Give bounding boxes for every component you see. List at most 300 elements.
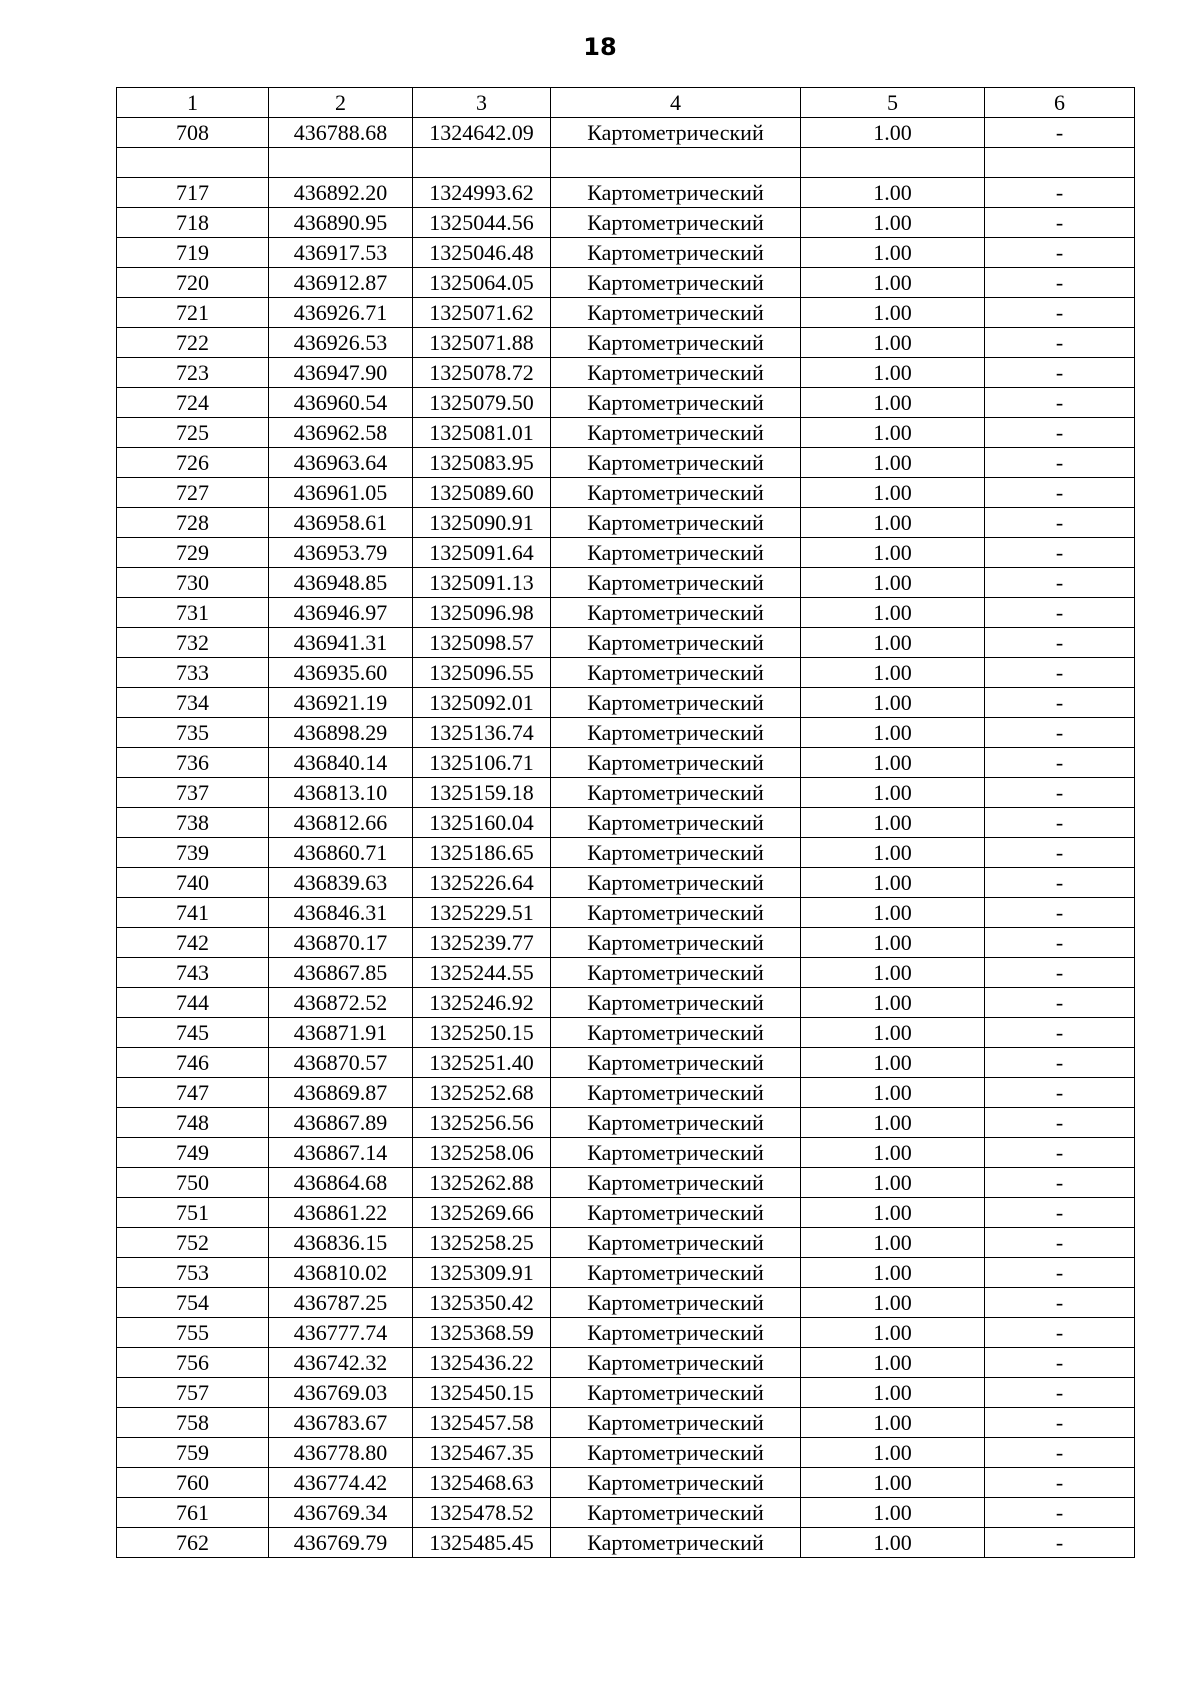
point-number-cell: 720 [117,268,269,298]
y-coordinate-cell: 1324993.62 [413,178,551,208]
table-row [117,508,1135,538]
accuracy-cell: 1.00 [801,808,985,838]
x-coordinate-cell: 436839.63 [269,868,413,898]
table-body [117,118,1135,1558]
point-number-cell: 760 [117,1468,269,1498]
table-row [117,1438,1135,1468]
method-cell: Картометрический [551,808,801,838]
method-cell: Картометрический [551,1348,801,1378]
accuracy-cell: 1.00 [801,1498,985,1528]
note-cell: - [985,418,1135,448]
x-coordinate-cell: 436812.66 [269,808,413,838]
point-number-cell: 752 [117,1228,269,1258]
x-coordinate-cell: 436941.31 [269,628,413,658]
table-row [117,718,1135,748]
method-cell: Картометрический [551,898,801,928]
point-number-cell: 745 [117,1018,269,1048]
table-row [117,598,1135,628]
table-row [117,988,1135,1018]
accuracy-cell: 1.00 [801,1348,985,1378]
table-row [117,1228,1135,1258]
accuracy-cell: 1.00 [801,1138,985,1168]
point-number-cell: 738 [117,808,269,838]
y-coordinate-cell: 1325079.50 [413,388,551,418]
accuracy-cell: 1.00 [801,208,985,238]
column-header: 2 [269,88,413,118]
point-number-cell: 742 [117,928,269,958]
y-coordinate-cell: 1325269.66 [413,1198,551,1228]
method-cell: Картометрический [551,1168,801,1198]
x-coordinate-cell: 436783.67 [269,1408,413,1438]
accuracy-cell: 1.00 [801,1048,985,1078]
table-row [117,1198,1135,1228]
table-row [117,1468,1135,1498]
x-coordinate-cell: 436869.87 [269,1078,413,1108]
point-number-cell: 749 [117,1138,269,1168]
y-coordinate-cell: 1325096.55 [413,658,551,688]
x-coordinate-cell: 436769.03 [269,1378,413,1408]
note-cell: - [985,1288,1135,1318]
y-coordinate-cell: 1325078.72 [413,358,551,388]
point-number-cell: 733 [117,658,269,688]
y-coordinate-cell: 1325485.45 [413,1528,551,1558]
note-cell: - [985,598,1135,628]
point-number-cell: 751 [117,1198,269,1228]
note-cell: - [985,628,1135,658]
table-row [117,178,1135,208]
y-coordinate-cell: 1325251.40 [413,1048,551,1078]
y-coordinate-cell: 1325160.04 [413,808,551,838]
y-coordinate-cell: 1325250.15 [413,1018,551,1048]
y-coordinate-cell: 1325046.48 [413,238,551,268]
y-coordinate-cell: 1325044.56 [413,208,551,238]
accuracy-cell: 1.00 [801,298,985,328]
note-cell: - [985,478,1135,508]
y-coordinate-cell: 1325258.25 [413,1228,551,1258]
point-number-cell: 736 [117,748,269,778]
table-row [117,1378,1135,1408]
method-cell: Картометрический [551,208,801,238]
method-cell: Картометрический [551,448,801,478]
table-row [117,688,1135,718]
note-cell: - [985,448,1135,478]
x-coordinate-cell: 436774.42 [269,1468,413,1498]
x-coordinate-cell: 436813.10 [269,778,413,808]
note-cell: - [985,1258,1135,1288]
table-row [117,1528,1135,1558]
accuracy-cell: 1.00 [801,688,985,718]
method-cell: Картометрический [551,958,801,988]
note-cell: - [985,568,1135,598]
y-coordinate-cell: 1325368.59 [413,1318,551,1348]
x-coordinate-cell [269,148,413,178]
y-coordinate-cell: 1325136.74 [413,718,551,748]
accuracy-cell: 1.00 [801,1438,985,1468]
table-row [117,958,1135,988]
accuracy-cell: 1.00 [801,268,985,298]
point-number-cell: 755 [117,1318,269,1348]
accuracy-cell: 1.00 [801,478,985,508]
column-header: 5 [801,88,985,118]
point-number-cell: 708 [117,118,269,148]
method-cell: Картометрический [551,928,801,958]
accuracy-cell: 1.00 [801,1078,985,1108]
note-cell: - [985,658,1135,688]
x-coordinate-cell: 436870.57 [269,1048,413,1078]
table-row [117,808,1135,838]
x-coordinate-cell: 436921.19 [269,688,413,718]
accuracy-cell: 1.00 [801,658,985,688]
note-cell: - [985,1138,1135,1168]
method-cell: Картометрический [551,1288,801,1318]
method-cell: Картометрический [551,1228,801,1258]
note-cell: - [985,898,1135,928]
accuracy-cell: 1.00 [801,1228,985,1258]
point-number-cell: 725 [117,418,269,448]
method-cell: Картометрический [551,268,801,298]
method-cell: Картометрический [551,748,801,778]
note-cell [985,148,1135,178]
x-coordinate-cell: 436840.14 [269,748,413,778]
note-cell: - [985,808,1135,838]
method-cell: Картометрический [551,688,801,718]
y-coordinate-cell: 1325258.06 [413,1138,551,1168]
table-row [117,898,1135,928]
method-cell: Картометрический [551,718,801,748]
accuracy-cell: 1.00 [801,1528,985,1558]
accuracy-cell: 1.00 [801,1408,985,1438]
method-cell: Картометрический [551,658,801,688]
y-coordinate-cell: 1325092.01 [413,688,551,718]
x-coordinate-cell: 436788.68 [269,118,413,148]
accuracy-cell: 1.00 [801,508,985,538]
point-number-cell: 744 [117,988,269,1018]
accuracy-cell: 1.00 [801,1468,985,1498]
accuracy-cell: 1.00 [801,1378,985,1408]
accuracy-cell: 1.00 [801,928,985,958]
accuracy-cell: 1.00 [801,838,985,868]
y-coordinate-cell: 1325350.42 [413,1288,551,1318]
note-cell: - [985,358,1135,388]
table-row [117,568,1135,598]
x-coordinate-cell: 436867.14 [269,1138,413,1168]
point-number-cell: 741 [117,898,269,928]
point-number-cell: 757 [117,1378,269,1408]
y-coordinate-cell: 1325106.71 [413,748,551,778]
x-coordinate-cell: 436742.32 [269,1348,413,1378]
note-cell: - [985,118,1135,148]
note-cell: - [985,1378,1135,1408]
y-coordinate-cell: 1325071.62 [413,298,551,328]
point-number-cell: 722 [117,328,269,358]
point-number-cell: 734 [117,688,269,718]
table-row [117,118,1135,148]
y-coordinate-cell: 1325159.18 [413,778,551,808]
table-row [117,1318,1135,1348]
x-coordinate-cell: 436777.74 [269,1318,413,1348]
point-number-cell: 754 [117,1288,269,1318]
table-row [117,1108,1135,1138]
note-cell: - [985,178,1135,208]
table-row [117,1168,1135,1198]
x-coordinate-cell: 436898.29 [269,718,413,748]
y-coordinate-cell: 1325467.35 [413,1438,551,1468]
point-number-cell: 746 [117,1048,269,1078]
table-row [117,238,1135,268]
note-cell: - [985,718,1135,748]
table-row [117,1408,1135,1438]
table-row [117,658,1135,688]
note-cell: - [985,988,1135,1018]
y-coordinate-cell: 1325262.88 [413,1168,551,1198]
column-header: 6 [985,88,1135,118]
x-coordinate-cell: 436787.25 [269,1288,413,1318]
note-cell: - [985,268,1135,298]
accuracy-cell: 1.00 [801,118,985,148]
method-cell: Картометрический [551,1438,801,1468]
x-coordinate-cell: 436778.80 [269,1438,413,1468]
point-number-cell: 735 [117,718,269,748]
point-number-cell: 748 [117,1108,269,1138]
accuracy-cell: 1.00 [801,1318,985,1348]
method-cell: Картометрический [551,1258,801,1288]
note-cell: - [985,328,1135,358]
x-coordinate-cell: 436926.53 [269,328,413,358]
x-coordinate-cell: 436963.64 [269,448,413,478]
table-row [117,1288,1135,1318]
point-number-cell: 729 [117,538,269,568]
table-row [117,1018,1135,1048]
table-row [117,1048,1135,1078]
x-coordinate-cell: 436962.58 [269,418,413,448]
y-coordinate-cell: 1325436.22 [413,1348,551,1378]
point-number-cell: 743 [117,958,269,988]
point-number-cell: 761 [117,1498,269,1528]
x-coordinate-cell: 436948.85 [269,568,413,598]
note-cell: - [985,1408,1135,1438]
x-coordinate-cell: 436890.95 [269,208,413,238]
y-coordinate-cell: 1325098.57 [413,628,551,658]
x-coordinate-cell: 436935.60 [269,658,413,688]
y-coordinate-cell: 1325096.98 [413,598,551,628]
method-cell: Картометрический [551,1318,801,1348]
table-row [117,448,1135,478]
y-coordinate-cell: 1325081.01 [413,418,551,448]
x-coordinate-cell: 436872.52 [269,988,413,1018]
y-coordinate-cell: 1325071.88 [413,328,551,358]
method-cell [551,148,801,178]
point-number-cell: 717 [117,178,269,208]
table-row [117,298,1135,328]
accuracy-cell: 1.00 [801,748,985,778]
point-number-cell: 739 [117,838,269,868]
method-cell: Картометрический [551,1498,801,1528]
table-row [117,868,1135,898]
point-number-cell: 731 [117,598,269,628]
accuracy-cell: 1.00 [801,538,985,568]
note-cell: - [985,1348,1135,1378]
table-row [117,1138,1135,1168]
x-coordinate-cell: 436917.53 [269,238,413,268]
accuracy-cell: 1.00 [801,388,985,418]
column-header: 3 [413,88,551,118]
y-coordinate-cell: 1325244.55 [413,958,551,988]
note-cell: - [985,208,1135,238]
accuracy-cell: 1.00 [801,178,985,208]
y-coordinate-cell: 1325226.64 [413,868,551,898]
method-cell: Картометрический [551,778,801,808]
accuracy-cell: 1.00 [801,328,985,358]
table-row [117,208,1135,238]
method-cell: Картометрический [551,868,801,898]
x-coordinate-cell: 436769.34 [269,1498,413,1528]
x-coordinate-cell: 436892.20 [269,178,413,208]
x-coordinate-cell: 436769.79 [269,1528,413,1558]
note-cell: - [985,838,1135,868]
point-number-cell: 730 [117,568,269,598]
note-cell: - [985,298,1135,328]
point-number-cell: 732 [117,628,269,658]
note-cell: - [985,1438,1135,1468]
method-cell: Картометрический [551,1468,801,1498]
table-row [117,538,1135,568]
method-cell: Картометрический [551,118,801,148]
method-cell: Картометрический [551,598,801,628]
note-cell: - [985,868,1135,898]
x-coordinate-cell: 436953.79 [269,538,413,568]
point-number-cell: 747 [117,1078,269,1108]
y-coordinate-cell: 1325468.63 [413,1468,551,1498]
method-cell: Картометрический [551,568,801,598]
column-header: 1 [117,88,269,118]
note-cell: - [985,1468,1135,1498]
point-number-cell: 723 [117,358,269,388]
method-cell: Картометрический [551,1198,801,1228]
table-row [117,748,1135,778]
note-cell: - [985,538,1135,568]
y-coordinate-cell: 1325229.51 [413,898,551,928]
accuracy-cell: 1.00 [801,628,985,658]
table-row [117,478,1135,508]
note-cell: - [985,688,1135,718]
table-row [117,358,1135,388]
table-row [117,418,1135,448]
x-coordinate-cell: 436961.05 [269,478,413,508]
x-coordinate-cell: 436946.97 [269,598,413,628]
x-coordinate-cell: 436867.85 [269,958,413,988]
table-row [117,1348,1135,1378]
accuracy-cell: 1.00 [801,1168,985,1198]
point-number-cell: 726 [117,448,269,478]
accuracy-cell: 1.00 [801,238,985,268]
y-coordinate-cell: 1325090.91 [413,508,551,538]
accuracy-cell: 1.00 [801,718,985,748]
point-number-cell: 753 [117,1258,269,1288]
y-coordinate-cell: 1325309.91 [413,1258,551,1288]
method-cell: Картометрический [551,1048,801,1078]
table-row [117,1498,1135,1528]
accuracy-cell: 1.00 [801,958,985,988]
point-number-cell: 718 [117,208,269,238]
note-cell: - [985,508,1135,538]
coordinates-table [116,87,1135,1558]
table-row [117,1078,1135,1108]
x-coordinate-cell: 436871.91 [269,1018,413,1048]
note-cell: - [985,238,1135,268]
x-coordinate-cell: 436947.90 [269,358,413,388]
y-coordinate-cell: 1325246.92 [413,988,551,1018]
point-number-cell: 762 [117,1528,269,1558]
note-cell: - [985,958,1135,988]
column-header: 4 [551,88,801,118]
method-cell: Картометрический [551,628,801,658]
x-coordinate-cell: 436836.15 [269,1228,413,1258]
accuracy-cell: 1.00 [801,1258,985,1288]
point-number-cell: 721 [117,298,269,328]
x-coordinate-cell: 436810.02 [269,1258,413,1288]
method-cell: Картометрический [551,328,801,358]
accuracy-cell: 1.00 [801,418,985,448]
method-cell: Картометрический [551,478,801,508]
accuracy-cell: 1.00 [801,448,985,478]
note-cell: - [985,1528,1135,1558]
point-number-cell: 740 [117,868,269,898]
point-number-cell: 727 [117,478,269,508]
point-number-cell: 728 [117,508,269,538]
note-cell: - [985,928,1135,958]
y-coordinate-cell: 1324642.09 [413,118,551,148]
y-coordinate-cell: 1325252.68 [413,1078,551,1108]
method-cell: Картометрический [551,538,801,568]
y-coordinate-cell: 1325083.95 [413,448,551,478]
point-number-cell: 756 [117,1348,269,1378]
note-cell: - [985,1318,1135,1348]
note-cell: - [985,1228,1135,1258]
method-cell: Картометрический [551,1528,801,1558]
note-cell: - [985,1498,1135,1528]
y-coordinate-cell: 1325478.52 [413,1498,551,1528]
method-cell: Картометрический [551,1138,801,1168]
note-cell: - [985,748,1135,778]
method-cell: Картометрический [551,178,801,208]
method-cell: Картометрический [551,508,801,538]
table-header-row [117,88,1135,118]
method-cell: Картометрический [551,1018,801,1048]
method-cell: Картометрический [551,358,801,388]
note-cell: - [985,1108,1135,1138]
accuracy-cell: 1.00 [801,1108,985,1138]
note-cell: - [985,1198,1135,1228]
table-row [117,1258,1135,1288]
x-coordinate-cell: 436846.31 [269,898,413,928]
table-row [117,268,1135,298]
point-number-cell: 759 [117,1438,269,1468]
x-coordinate-cell: 436864.68 [269,1168,413,1198]
accuracy-cell: 1.00 [801,1018,985,1048]
x-coordinate-cell: 436926.71 [269,298,413,328]
table-row [117,838,1135,868]
y-coordinate-cell: 1325089.60 [413,478,551,508]
accuracy-cell: 1.00 [801,598,985,628]
point-number-cell: 737 [117,778,269,808]
table-row [117,628,1135,658]
accuracy-cell: 1.00 [801,778,985,808]
accuracy-cell [801,148,985,178]
y-coordinate-cell: 1325091.64 [413,538,551,568]
table-row [117,148,1135,178]
method-cell: Картометрический [551,238,801,268]
note-cell: - [985,1078,1135,1108]
